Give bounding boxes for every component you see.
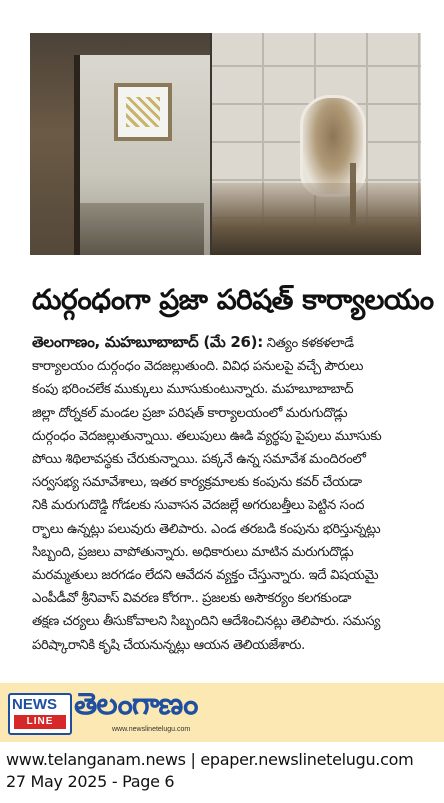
telanganam-logo[interactable]: తెలంగాణం (74, 687, 198, 722)
article-line: పోయి శిథిలావస్థకు చేరుకున్నాయి. పక్కనే ఉన్న సమావేశ మందిరంలో (32, 452, 366, 468)
photo-urinal (212, 33, 421, 255)
newsline-url: www.newslinetelugu.com (112, 726, 191, 733)
article-line: ర్భాలు ఉన్నట్లు పలువురు తెలిపారు. ఎండ తరబడి కంపును భరిస్తున్నట్లు (32, 521, 381, 537)
article-line: పరిష్కారానికి కృషి చేయనున్నట్లు ఆయన తెలియజేశారు. (32, 637, 305, 653)
article-photos (30, 33, 421, 255)
article-dateline: తెలంగాణం, మహబూబాబాద్ (మే 26): (32, 333, 263, 351)
article-headline: దుర్గంధంగా ప్రజా పరిషత్ కార్యాలయం (32, 283, 434, 316)
footer-date-page: 27 May 2025 - Page 6 (6, 772, 175, 791)
footer-links[interactable]: www.telanganam.news | epaper.newslinetelugu.com (6, 750, 414, 769)
newsline-logo[interactable] (8, 693, 72, 735)
article-line-text: నిత్యం కళకళలాడే (266, 336, 354, 351)
article-line: నికి మరుగుదొడ్డి గోడలకు సువాసన వెదజల్లే అగరుబత్తీలు పెట్టిన సంద (32, 498, 365, 514)
article-line: కార్యాలయం దుర్గంధం వెదజల్లుతుంది. వివిధ పనులపై వచ్చే పౌరులు (32, 359, 364, 375)
article-body (32, 331, 422, 657)
article-line: సిబ్బంది, ప్రజలు వాపోతున్నారు. అధికారులు మాటిన మరుగుదొడ్లు (32, 544, 354, 560)
photo-floor (80, 203, 204, 255)
article-line: జిల్లా దోర్నకల్ మండల ప్రజా పరిషత్ కార్యాలయంలో మరుగుదొడ్లు (32, 405, 348, 421)
photo-urinal-fixture (300, 95, 366, 197)
article-line: ఎంపీడీవో శ్రీనివాస్ వివరణ కోరగా.. ప్రజలకు అసౌకర్యం కలగకుండా (32, 591, 352, 607)
photo-stained-floor (212, 183, 421, 255)
article-line: తక్షణ చర్యలు తీసుకోవాలని సిబ్బందిని ఆదేశించినట్లు తెలిపారు. సమస్య (32, 614, 381, 630)
article-line: మరమ్మతులు జరగడం లేదని ఆవేదన వ్యక్తం చేస్తున్నారు. ఇదే విషయమై (32, 568, 379, 584)
article-line: దుర్గంధం వెదజల్లుతున్నాయి. తలుపులు ఊడి వ్యర్థపు పైపులు మూసుకు (32, 428, 382, 444)
photo-toilet-room (30, 33, 210, 255)
newsline-logo-news: NEWS (12, 696, 57, 713)
article-line-1 (32, 331, 422, 355)
photo-window (114, 83, 172, 141)
article-line: కంపు భరించలేక ముక్కులు మూసుకుంటున్నారు. మహబూబాబాద్ (32, 382, 354, 398)
publisher-banner (0, 683, 444, 742)
article-line: సర్వసభ్య సమావేశాలు, ఇతర కార్యక్రమాలకు కంపును కవర్ చేయడా (32, 475, 362, 491)
newsline-logo-line: LINE (14, 715, 66, 729)
